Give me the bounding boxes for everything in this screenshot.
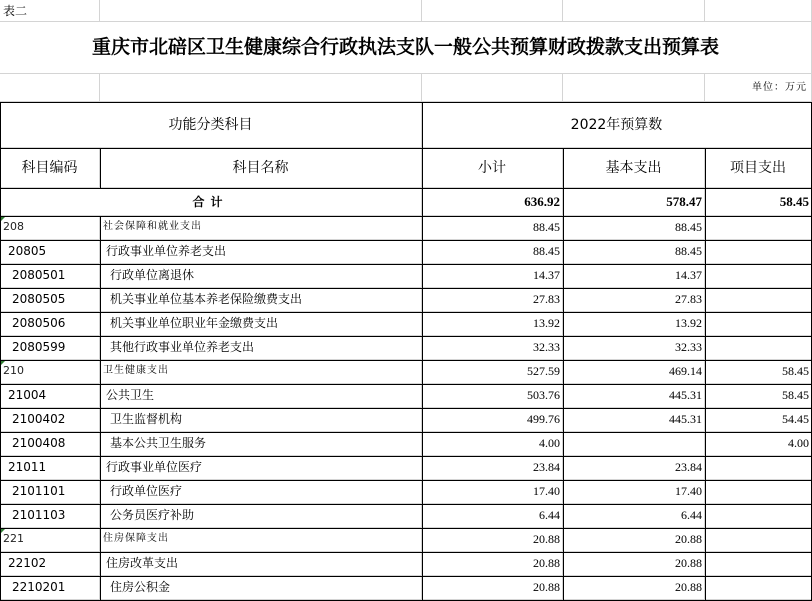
sheet-label[interactable]: 表二 xyxy=(0,0,100,22)
row-subtotal[interactable]: 527.59 xyxy=(422,360,563,384)
border-line xyxy=(0,312,812,313)
border-line xyxy=(0,240,812,241)
header-name[interactable]: 科目名称 xyxy=(100,148,422,188)
border-line xyxy=(0,102,812,103)
row-code[interactable]: 2101101 xyxy=(0,480,100,504)
row-basic[interactable]: 88.45 xyxy=(563,240,705,264)
row-basic[interactable]: 469.14 xyxy=(563,360,705,384)
row-basic[interactable]: 14.37 xyxy=(563,264,705,288)
row-subtotal[interactable]: 17.40 xyxy=(422,480,563,504)
row-project[interactable]: 54.45 xyxy=(705,408,812,432)
total-label[interactable]: 合计 xyxy=(0,188,422,216)
row-name[interactable]: 卫生健康支出 xyxy=(100,360,422,384)
row-subtotal[interactable]: 32.33 xyxy=(422,336,563,360)
border-line xyxy=(0,408,812,409)
border-line xyxy=(705,148,706,601)
border-line xyxy=(100,148,101,188)
row-code[interactable]: 2080506 xyxy=(0,312,100,336)
empty-cell[interactable] xyxy=(0,74,100,102)
header-basic[interactable]: 基本支出 xyxy=(563,148,705,188)
row-subtotal[interactable]: 88.45 xyxy=(422,216,563,240)
row-project[interactable] xyxy=(705,456,812,480)
border-line xyxy=(0,360,812,361)
row-name[interactable]: 行政事业单位养老支出 xyxy=(100,240,422,264)
row-name[interactable]: 行政单位离退休 xyxy=(100,264,422,288)
row-name[interactable]: 机关事业单位职业年金缴费支出 xyxy=(100,312,422,336)
row-project[interactable] xyxy=(705,288,812,312)
header-subtotal[interactable]: 小计 xyxy=(422,148,563,188)
border-line xyxy=(0,264,812,265)
row-code[interactable]: 22102 xyxy=(0,552,100,576)
total-project[interactable]: 58.45 xyxy=(705,188,812,216)
row-name[interactable]: 社会保障和就业支出 xyxy=(100,216,422,240)
row-project[interactable]: 58.45 xyxy=(705,360,812,384)
row-basic[interactable]: 20.88 xyxy=(563,552,705,576)
sheet-title[interactable]: 重庆市北碚区卫生健康综合行政执法支队一般公共预算财政拨款支出预算表 xyxy=(0,22,812,74)
row-project[interactable] xyxy=(705,552,812,576)
row-subtotal[interactable]: 20.88 xyxy=(422,528,563,552)
header-function-category[interactable]: 功能分类科目 xyxy=(0,102,422,148)
border-line xyxy=(0,552,812,553)
unit-label[interactable]: 单位：万元 xyxy=(705,74,812,102)
row-basic[interactable]: 20.88 xyxy=(563,576,705,600)
row-code[interactable]: 208 xyxy=(0,216,100,240)
row-subtotal[interactable]: 27.83 xyxy=(422,288,563,312)
row-subtotal[interactable]: 499.76 xyxy=(422,408,563,432)
border-line xyxy=(0,148,812,149)
row-project[interactable] xyxy=(705,480,812,504)
row-code[interactable]: 2080505 xyxy=(0,288,100,312)
row-code[interactable]: 2100402 xyxy=(0,408,100,432)
row-subtotal[interactable]: 88.45 xyxy=(422,240,563,264)
empty-cell[interactable] xyxy=(100,0,422,22)
total-subtotal[interactable]: 636.92 xyxy=(422,188,563,216)
row-basic[interactable]: 27.83 xyxy=(563,288,705,312)
row-code[interactable]: 2100408 xyxy=(0,432,100,456)
row-subtotal[interactable]: 14.37 xyxy=(422,264,563,288)
row-project[interactable] xyxy=(705,528,812,552)
header-budget-year[interactable]: 2022年预算数 xyxy=(422,102,812,148)
border-line xyxy=(0,288,812,289)
row-code[interactable]: 2080599 xyxy=(0,336,100,360)
border-line xyxy=(0,480,812,481)
empty-cell[interactable] xyxy=(563,0,705,22)
row-name[interactable]: 住房改革支出 xyxy=(100,552,422,576)
row-project[interactable] xyxy=(705,312,812,336)
border-line xyxy=(0,456,812,457)
row-basic[interactable]: 23.84 xyxy=(563,456,705,480)
row-name[interactable]: 行政事业单位医疗 xyxy=(100,456,422,480)
row-subtotal[interactable]: 13.92 xyxy=(422,312,563,336)
row-basic[interactable]: 13.92 xyxy=(563,312,705,336)
row-code[interactable]: 2210201 xyxy=(0,576,100,600)
row-name[interactable]: 公共卫生 xyxy=(100,384,422,408)
border-line xyxy=(0,432,812,433)
border-line xyxy=(563,148,564,601)
row-subtotal[interactable]: 20.88 xyxy=(422,552,563,576)
row-project[interactable] xyxy=(705,504,812,528)
row-subtotal[interactable]: 4.00 xyxy=(422,432,563,456)
row-project[interactable] xyxy=(705,216,812,240)
border-line xyxy=(0,216,812,217)
border-line xyxy=(0,504,812,505)
row-name[interactable]: 行政单位医疗 xyxy=(100,480,422,504)
border-line xyxy=(0,188,812,189)
row-name[interactable]: 公务员医疗补助 xyxy=(100,504,422,528)
row-name[interactable]: 基本公共卫生服务 xyxy=(100,432,422,456)
border-line xyxy=(0,528,812,529)
row-subtotal[interactable]: 503.76 xyxy=(422,384,563,408)
row-project[interactable] xyxy=(705,576,812,600)
row-project[interactable]: 4.00 xyxy=(705,432,812,456)
row-basic[interactable]: 445.31 xyxy=(563,384,705,408)
row-basic[interactable]: 17.40 xyxy=(563,480,705,504)
border-line xyxy=(422,102,423,601)
row-basic[interactable]: 6.44 xyxy=(563,504,705,528)
empty-cell[interactable] xyxy=(422,74,563,102)
border-line xyxy=(0,102,1,601)
row-name[interactable]: 卫生监督机构 xyxy=(100,408,422,432)
empty-cell[interactable] xyxy=(100,74,422,102)
row-subtotal[interactable]: 6.44 xyxy=(422,504,563,528)
border-line xyxy=(100,216,101,601)
row-basic[interactable]: 20.88 xyxy=(563,528,705,552)
empty-cell[interactable] xyxy=(563,74,705,102)
row-code[interactable]: 221 xyxy=(0,528,100,552)
row-project[interactable] xyxy=(705,264,812,288)
row-code[interactable]: 2080501 xyxy=(0,264,100,288)
row-code[interactable]: 21004 xyxy=(0,384,100,408)
row-project[interactable] xyxy=(705,336,812,360)
total-basic[interactable]: 578.47 xyxy=(563,188,705,216)
row-project[interactable]: 58.45 xyxy=(705,384,812,408)
row-code[interactable]: 210 xyxy=(0,360,100,384)
row-name[interactable]: 其他行政事业单位养老支出 xyxy=(100,336,422,360)
row-name[interactable]: 住房保障支出 xyxy=(100,528,422,552)
empty-cell[interactable] xyxy=(705,0,812,22)
row-name[interactable]: 机关事业单位基本养老保险缴费支出 xyxy=(100,288,422,312)
row-subtotal[interactable]: 20.88 xyxy=(422,576,563,600)
row-code[interactable]: 20805 xyxy=(0,240,100,264)
row-basic[interactable]: 88.45 xyxy=(563,216,705,240)
row-basic[interactable]: 32.33 xyxy=(563,336,705,360)
border-line xyxy=(0,336,812,337)
empty-cell[interactable] xyxy=(422,0,563,22)
header-code[interactable]: 科目编码 xyxy=(0,148,100,188)
header-project[interactable]: 项目支出 xyxy=(705,148,812,188)
row-basic[interactable]: 445.31 xyxy=(563,408,705,432)
row-project[interactable] xyxy=(705,240,812,264)
row-code[interactable]: 21011 xyxy=(0,456,100,480)
row-code[interactable]: 2101103 xyxy=(0,504,100,528)
border-line xyxy=(0,384,812,385)
row-name[interactable]: 住房公积金 xyxy=(100,576,422,600)
row-subtotal[interactable]: 23.84 xyxy=(422,456,563,480)
row-basic[interactable] xyxy=(563,432,705,456)
border-line xyxy=(0,576,812,577)
